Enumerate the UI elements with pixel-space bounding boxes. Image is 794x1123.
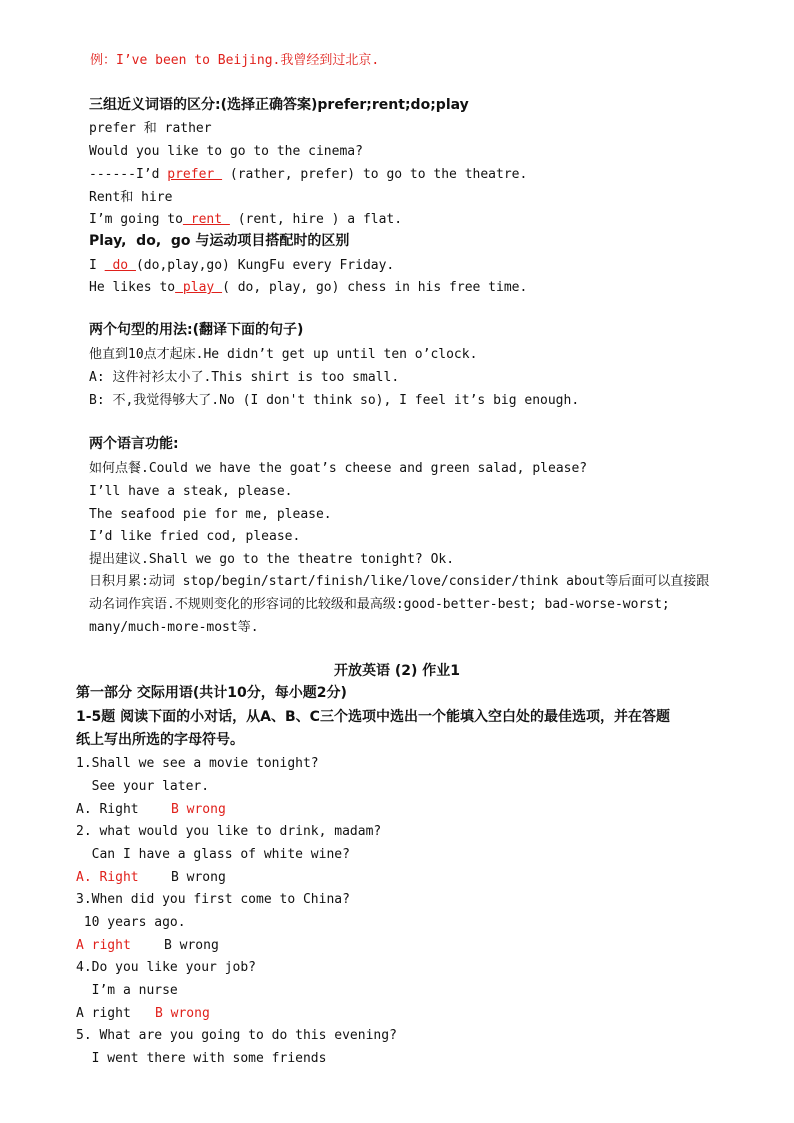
question-3-reply: 10 years ago.: [76, 915, 186, 930]
question-4: 4.Do you like your job?: [76, 960, 257, 975]
option-b: B wrong: [171, 870, 226, 885]
text-line: [89, 166, 527, 183]
section1-subheading: Play, do, go 与运动项目搭配时的区别: [89, 233, 350, 249]
part-heading: 第一部分 交际用语(共计10分，每小题2分): [76, 685, 347, 701]
option-a-answer: A right: [76, 938, 131, 953]
text-line: many/much-more-most等.: [89, 620, 259, 635]
text-line: I’ll have a steak, please.: [89, 484, 293, 499]
question-1-reply: See your later.: [76, 779, 210, 794]
example-line: 例：I’ve been to Beijing.我曾经到过北京.: [90, 53, 380, 68]
option-a: A. Right: [76, 802, 139, 817]
question-5-reply: I went there with some friends: [76, 1051, 327, 1066]
text-line: prefer 和 rather: [89, 121, 212, 136]
question-2-reply: Can I have a glass of white wine?: [76, 847, 350, 862]
question-5: 5. What are you going to do this evening?: [76, 1028, 397, 1043]
answer-blank: rent: [182, 212, 230, 227]
option-b-answer: B wrong: [171, 802, 226, 817]
text-line: I’d like fried cod, please.: [89, 529, 301, 544]
answer-blank: play: [175, 280, 223, 295]
text-line: 如何点餐.Could we have the goat’s cheese and green salad, please?: [89, 461, 588, 476]
homework-title: 开放英语 (2) 作业1: [333, 663, 461, 679]
option-a-answer: A. Right: [76, 870, 139, 885]
instruction-line: 纸上写出所选的字母符号。: [76, 732, 244, 748]
question-3: 3.When did you first come to China?: [76, 892, 350, 907]
text-segment: I: [89, 258, 105, 273]
instruction-line: 1-5题 阅读下面的小对话，从A、B、C三个选项中选出一个能填入空白处的最佳选项，并在答题: [76, 709, 670, 725]
text-segment: He likes to: [89, 280, 176, 295]
question-2: 2. what would you like to drink, madam?: [76, 824, 382, 839]
text-line: 他直到10点才起床.He didn’t get up until ten o’clock.: [89, 347, 478, 362]
text-line: A: 这件衬衫太小了.This shirt is too small.: [89, 370, 400, 385]
text-segment: ( do, play, go) chess in his free time.: [222, 280, 528, 295]
question-1: 1.Shall we see a movie tonight?: [76, 756, 319, 771]
section2-heading: 两个句型的用法:(翻译下面的句子): [89, 322, 304, 338]
answer-blank: do: [104, 258, 136, 273]
text-line: B: 不,我觉得够大了.No (I don't think so), I feel it’s big enough.: [89, 393, 580, 408]
option-a: A right: [76, 1006, 131, 1021]
answer-blank: prefer: [167, 167, 223, 182]
text-line: [89, 211, 402, 228]
text-segment: (rather, prefer) to go to the theatre.: [222, 167, 528, 182]
text-segment: (rent, hire ) a flat.: [229, 212, 403, 227]
section3-heading: 两个语言功能:: [89, 436, 179, 452]
text-line: [89, 257, 394, 274]
question-4-reply: I’m a nurse: [76, 983, 178, 998]
option-b: B wrong: [164, 938, 219, 953]
text-segment: I’m going to: [89, 212, 183, 227]
text-line: 动名词作宾语.不规则变化的形容词的比较级和最高级:good-better-best; bad-worse-worst;: [89, 597, 670, 612]
text-line: Would you like to go to the cinema?: [89, 144, 363, 159]
text-line: 日积月累:动词 stop/begin/start/finish/like/love/consider/think about等后面可以直接跟: [89, 574, 710, 589]
section1-heading: 三组近义词语的区分:(选择正确答案)prefer;rent;do;play: [89, 97, 469, 113]
text-segment: ------I’d: [89, 167, 168, 182]
option-b-answer: B wrong: [155, 1006, 210, 1021]
text-line: Rent和 hire: [89, 190, 173, 205]
text-segment: (do,play,go) KungFu every Friday.: [135, 258, 395, 273]
text-line: 提出建议.Shall we go to the theatre tonight? Ok.: [89, 552, 455, 567]
text-line: The seafood pie for me, please.: [89, 507, 332, 522]
text-line: [89, 279, 527, 296]
